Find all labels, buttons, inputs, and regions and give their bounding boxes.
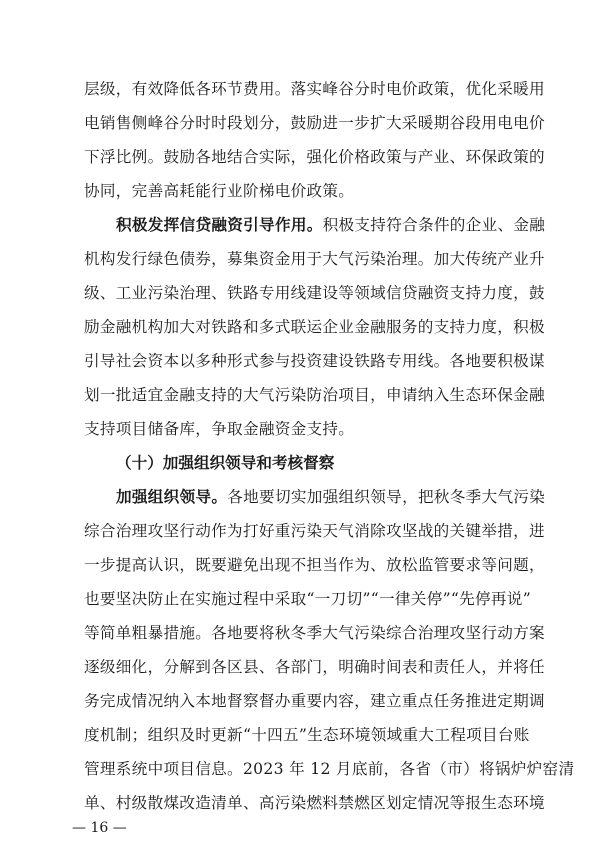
- paragraph-text: 积极支持符合条件的企业、金融: [322, 216, 546, 234]
- paragraph-line: 管理系统中项目信息。2023 年 12 月底前，各省（市）将锅炉炉窑清: [84, 760, 575, 778]
- section-heading: （十）加强组织领导和考核督察: [116, 453, 335, 472]
- paragraph-line: 等简单粗暴措施。各地要将秋冬季大气污染综合治理攻坚行动方案: [84, 624, 545, 642]
- paragraph-line: 综合治理攻坚行动作为打好重污染天气消除攻坚战的关键举措，进: [84, 522, 545, 540]
- paragraph-lead: 加强组织领导。: [116, 487, 228, 506]
- paragraph-line: 引导社会资本以多种形式参与投资建设铁路专用线。各地要积极谋: [84, 352, 545, 370]
- paragraph-line: 层级，有效降低各环节费用。落实峰谷分时电价政策，优化采暖用: [84, 80, 545, 98]
- paragraph-first-line: [116, 482, 546, 512]
- paragraph-line: 务完成情况纳入本地督察督办重要内容，建立重点任务推进定期调: [84, 692, 545, 710]
- paragraph-line: 机构发行绿色债券，募集资金用于大气污染治理。加大传统产业升: [84, 250, 545, 268]
- paragraph-line: 级、工业污染治理、铁路专用线建设等领域信贷融资支持力度，鼓: [84, 284, 545, 302]
- paragraph-line: 下浮比例。鼓励各地结合实际，强化价格政策与产业、环保政策的: [84, 148, 545, 166]
- page-number: — 16 —: [72, 820, 127, 836]
- paragraph-line: 划一批适宜金融支持的大气污染防治项目，申请纳入生态环保金融: [84, 386, 545, 404]
- paragraph-lead: 积极发挥信贷融资引导作用。: [116, 215, 323, 234]
- paragraph-line: 逐级细化，分解到各区县、各部门，明确时间表和责任人，并将任: [84, 658, 545, 676]
- paragraph-line: 单、村级散煤改造清单、高污染燃料禁燃区划定情况等报生态环境: [84, 794, 545, 812]
- paragraph-line: 支持项目储备库，争取金融资金支持。: [84, 420, 355, 438]
- paragraph-line: 也要坚决防止在实施过程中采取“一刀切”“一律关停”“先停再说”: [84, 590, 531, 608]
- paragraph-line: 协同，完善高耗能行业阶梯电价政策。: [84, 182, 355, 200]
- paragraph-line: 一步提高认识，既要避免出现不担当作为、放松监管要求等问题，: [84, 556, 545, 574]
- paragraph-line: 电销售侧峰谷分时时段划分，鼓励进一步扩大采暖期谷段用电电价: [84, 114, 545, 132]
- paragraph-line: 度机制；组织及时更新“十四五”生态环境领域重大工程项目台账: [84, 726, 530, 744]
- paragraph-text: 各地要切实加强组织领导，把秋冬季大气污染: [227, 488, 546, 506]
- paragraph-line: 励金融机构加大对铁路和多式联运企业金融服务的支持力度，积极: [84, 318, 545, 336]
- paragraph-first-line: [116, 210, 546, 240]
